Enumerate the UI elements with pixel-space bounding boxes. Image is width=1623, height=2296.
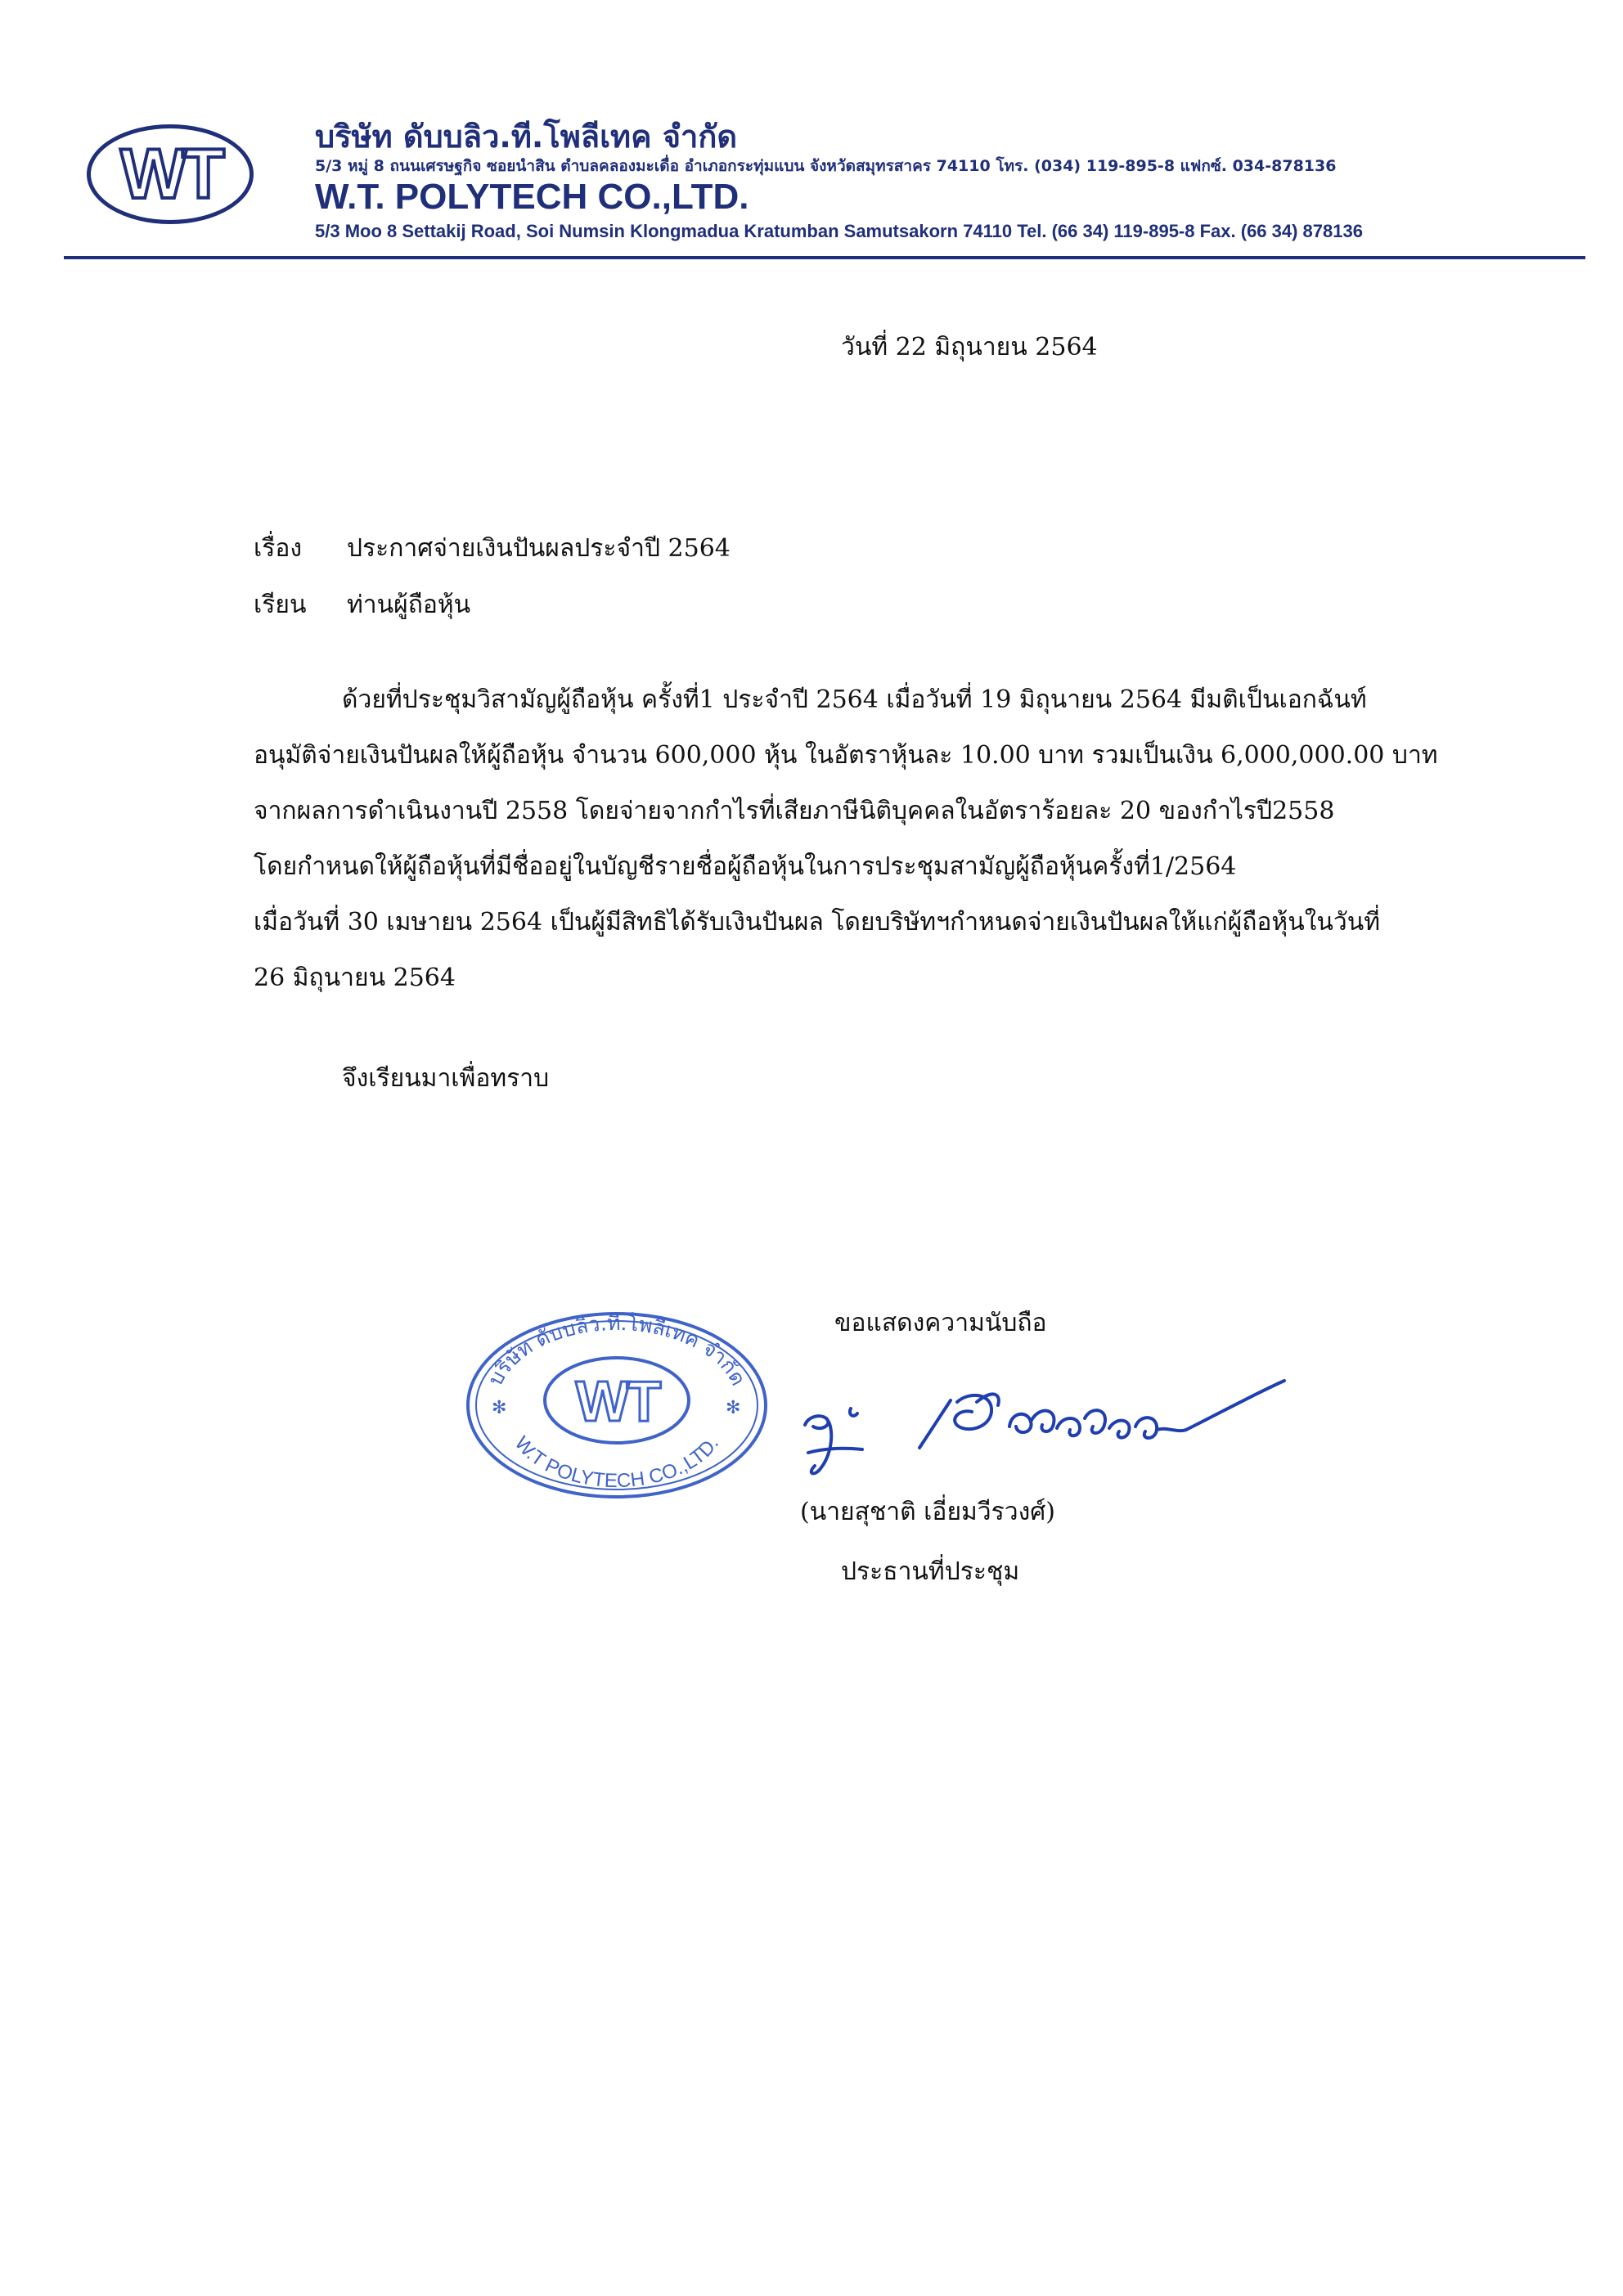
company-address-english: 5/3 Moo 8 Settakij Road, Soi Numsin Klongmadua Kratumban Samutsakorn 74110 Tel. (66 34) 119-895-8 Fax. (66 34) 878136: [315, 221, 1363, 241]
company-name-english: W.T. POLYTECH CO.,LTD.: [315, 177, 749, 217]
handwritten-signature: [797, 1369, 1288, 1492]
recipient-text: ท่านผู้ถือหุ้น: [347, 591, 471, 619]
body-line: ด้วยที่ประชุมวิสามัญผู้ถือหุ้น ครั้งที่1 ประจำปี 2564 เมื่อวันที่ 19 มิถุนายน 2564 มีมติเป็นเอกฉันท์: [342, 685, 1367, 714]
recipient-label: เรียน: [254, 591, 307, 619]
seal-star-right-icon: ✻: [726, 1398, 741, 1418]
company-name-thai: บริษัท ดับบลิว.ที.โพลีเทค จำกัด: [315, 119, 738, 155]
logo-text: WT: [120, 134, 220, 213]
letterhead: [0, 0, 1623, 270]
body-line: อนุมัติจ่ายเงินปันผลให้ผู้ถือหุ้น จำนวน 600,000 หุ้น ในอัตราหุ้นละ 10.00 บาท รวมเป็นเงิน 6,000,000.00 บาท: [254, 741, 1438, 770]
letter-date: วันที่ 22 มิถุนายน 2564: [841, 333, 1098, 362]
signer-title: ประธานที่ประชุม: [841, 1557, 1020, 1586]
seal-bottom-text: W.T POLYTECH CO.,LTD.: [510, 1432, 724, 1493]
body-line: เมื่อวันที่ 30 เมษายน 2564 เป็นผู้มีสิทธิได้รับเงินปันผล โดยบริษัทฯกำหนดจ่ายเงินปันผลให้แก่ผู้ถือหุ้นในวันที่: [254, 908, 1380, 937]
subject-label: เรื่อง: [254, 534, 303, 563]
company-logo: [87, 124, 254, 224]
closing-text: จึงเรียนมาเพื่อทราบ: [342, 1064, 550, 1093]
letter-body: [254, 684, 1438, 1018]
regards-text: ขอแสดงความนับถือ: [834, 1309, 1047, 1337]
subject-text: ประกาศจ่ายเงินปันผลประจำปี 2564: [347, 534, 731, 563]
seal-star-left-icon: ✻: [492, 1398, 507, 1418]
header-divider: [64, 256, 1585, 259]
company-seal: [464, 1309, 770, 1502]
company-address-thai: 5/3 หมู่ 8 ถนนเศรษฐกิจ ซอยนำสิน ตำบลคลองมะเดื่อ อำเภอกระทุ่มแบน จังหวัดสมุทรสาคร 74110 โทร. (034) 119-895-8 แฟกซ์. 034-878136: [315, 157, 1337, 175]
body-line: โดยกำหนดให้ผู้ถือหุ้นที่มีชื่ออยู่ในบัญชีรายชื่อผู้ถือหุ้นในการประชุมสามัญผู้ถือหุ้นครั้งที่1/2564: [254, 852, 1237, 881]
signer-name: (นายสุชาติ เอี่ยมวีรวงศ์): [800, 1498, 1055, 1526]
body-line: จากผลการดำเนินงานปี 2558 โดยจ่ายจากกำไรที่เสียภาษีนิติบุคคลในอัตราร้อยละ 20 ของกำไรปี2558: [254, 797, 1335, 825]
seal-logo-text: WT: [575, 1369, 659, 1433]
seal-top-text: บริษัท ดับบลิว.ที.โพลีเทค จำกัด: [483, 1310, 751, 1390]
body-line: 26 มิถุนายน 2564: [254, 964, 456, 992]
